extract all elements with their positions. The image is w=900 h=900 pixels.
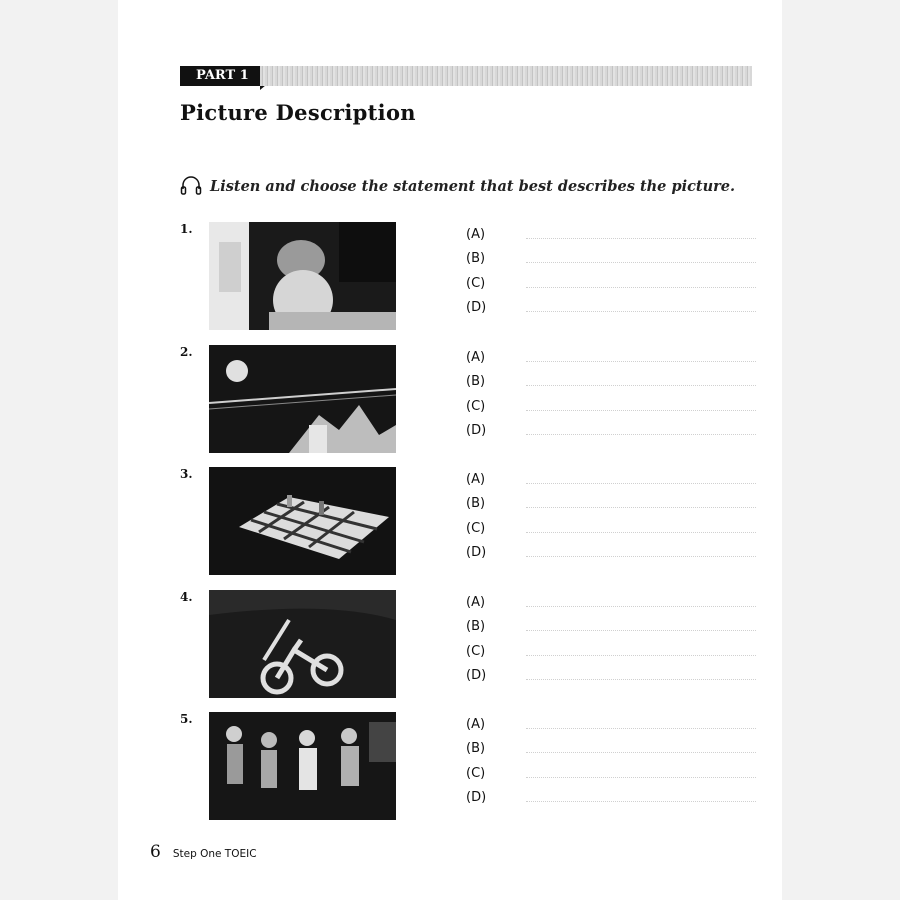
question-5	[180, 712, 760, 820]
option-a[interactable]	[466, 590, 756, 615]
answer-line	[526, 556, 756, 557]
answer-line	[526, 655, 756, 656]
question-number: 1.	[180, 222, 193, 236]
option-d[interactable]	[466, 664, 756, 689]
answer-line	[526, 507, 756, 508]
option-letter: (D)	[466, 423, 487, 439]
answer-options	[466, 712, 756, 810]
answer-options	[466, 590, 756, 688]
option-d[interactable]	[466, 296, 756, 321]
option-letter: (A)	[466, 471, 486, 487]
option-c[interactable]	[466, 761, 756, 786]
option-letter: (C)	[466, 643, 486, 659]
option-letter: (D)	[466, 300, 487, 316]
answer-line	[526, 728, 756, 729]
part-label: PART 1	[180, 66, 260, 86]
option-a[interactable]	[466, 345, 756, 370]
answer-line	[526, 287, 756, 288]
option-letter: (D)	[466, 790, 487, 806]
option-a[interactable]	[466, 222, 756, 247]
option-letter: (C)	[466, 398, 486, 414]
answer-line	[526, 483, 756, 484]
answer-line	[526, 801, 756, 802]
option-letter: (B)	[466, 374, 486, 390]
answer-line	[526, 262, 756, 263]
option-b[interactable]	[466, 492, 756, 517]
answer-line	[526, 532, 756, 533]
worksheet-page	[118, 0, 782, 900]
option-c[interactable]	[466, 394, 756, 419]
volleyball-game-photo	[209, 345, 396, 453]
option-letter: (C)	[466, 765, 486, 781]
page-title: Picture Description	[180, 100, 416, 125]
question-1	[180, 222, 760, 330]
question-number: 5.	[180, 712, 193, 726]
option-a[interactable]	[466, 712, 756, 737]
question-3	[180, 467, 760, 575]
question-4	[180, 590, 760, 698]
option-letter: (A)	[466, 226, 486, 242]
headphones-icon	[180, 176, 202, 196]
answer-line	[526, 630, 756, 631]
option-c[interactable]	[466, 639, 756, 664]
option-c[interactable]	[466, 271, 756, 296]
option-letter: (A)	[466, 594, 486, 610]
option-letter: (B)	[466, 619, 486, 635]
option-letter: (B)	[466, 496, 486, 512]
question-number: 2.	[180, 345, 193, 359]
option-d[interactable]	[466, 419, 756, 444]
answer-options	[466, 345, 756, 443]
answer-line	[526, 361, 756, 362]
answer-line	[526, 410, 756, 411]
option-letter: (B)	[466, 741, 486, 757]
question-number: 4.	[180, 590, 193, 604]
instruction-row	[180, 176, 735, 196]
option-letter: (A)	[466, 349, 486, 365]
option-b[interactable]	[466, 370, 756, 395]
chess-board-photo	[209, 467, 396, 575]
bicycle-lane-photo	[209, 590, 396, 698]
option-letter: (C)	[466, 275, 486, 291]
option-d[interactable]	[466, 786, 756, 811]
option-b[interactable]	[466, 247, 756, 272]
option-letter: (D)	[466, 668, 487, 684]
answer-line	[526, 311, 756, 312]
option-b[interactable]	[466, 615, 756, 640]
answer-line	[526, 434, 756, 435]
page-number: 6	[150, 842, 161, 862]
part-header-bar	[260, 66, 752, 86]
option-letter: (D)	[466, 545, 487, 561]
answer-line	[526, 777, 756, 778]
option-letter: (B)	[466, 251, 486, 267]
answer-line	[526, 679, 756, 680]
option-letter: (A)	[466, 716, 486, 732]
option-a[interactable]	[466, 467, 756, 492]
option-letter: (C)	[466, 520, 486, 536]
question-number: 3.	[180, 467, 193, 481]
person-at-desk-photo	[209, 222, 396, 330]
question-2	[180, 345, 760, 453]
book-title: Step One TOEIC	[172, 848, 257, 860]
answer-line	[526, 752, 756, 753]
answer-line	[526, 238, 756, 239]
instruction-text: Listen and choose the statement that best describes the picture.	[210, 177, 736, 195]
option-d[interactable]	[466, 541, 756, 566]
option-c[interactable]	[466, 516, 756, 541]
answer-options	[466, 467, 756, 565]
crowd-photo	[209, 712, 396, 820]
answer-line	[526, 385, 756, 386]
option-b[interactable]	[466, 737, 756, 762]
page-footer	[150, 842, 257, 862]
answer-line	[526, 606, 756, 607]
answer-options	[466, 222, 756, 320]
